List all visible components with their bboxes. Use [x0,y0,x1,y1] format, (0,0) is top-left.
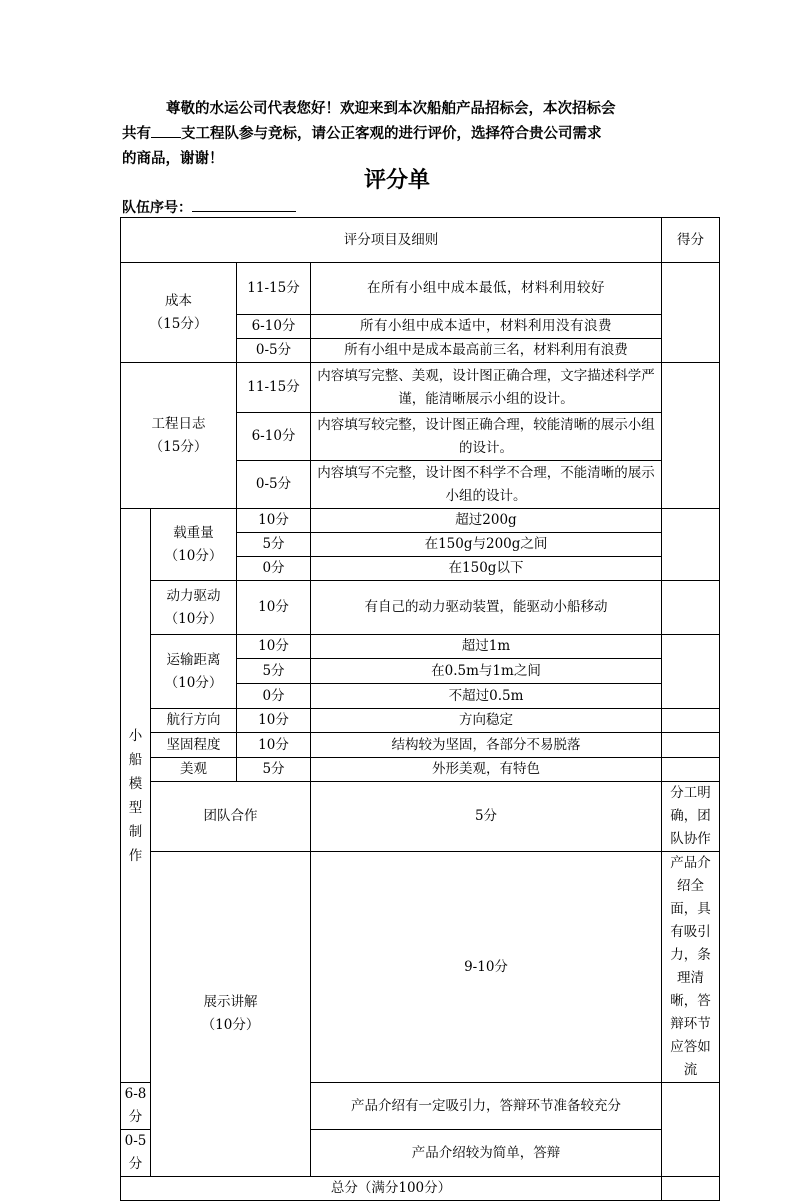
model-name: 小船模型制作 [128,727,143,864]
log-name: 工程日志 [151,415,206,432]
intro-text [122,96,682,171]
log-range-1: 11-15分 [237,363,311,413]
log-desc-1: 内容填写完整、美观，设计图正确合理，文字描述科学严谨，能清晰展示小组的设计。 [311,363,662,413]
log-range-2: 6-10分 [237,413,311,461]
page-title: 评分单 [363,168,430,193]
sturdy-name: 坚固程度 [151,733,237,758]
present-category [151,852,311,1177]
cost-range-3: 0-5分 [237,339,311,363]
load-score[interactable] [662,509,720,581]
intro-line-3: 的商品，谢谢！ [122,150,224,167]
load-range-3: 0分 [237,557,311,581]
load-points: （10分） [164,547,223,564]
direction-range: 10分 [237,709,311,733]
load-name: 载重量 [173,524,214,541]
load-desc-1: 超过200g [311,509,662,533]
log-score[interactable] [662,363,720,509]
intro-line-1: 尊敬的水运公司代表您好！欢迎来到本次船舶产品招标会，本次招标会 [166,100,616,117]
log-desc-3: 内容填写不完整，设计图不科学不合理，不能清晰的展示小组的设计。 [311,461,662,509]
cost-desc-2: 所有小组中成本适中，材料利用没有浪费 [311,315,662,339]
distance-points: （10分） [164,674,223,691]
team-desc: 分工明确，团队协作 [662,782,720,852]
cost-category [121,263,237,363]
log-desc-2: 内容填写较完整，设计图正确合理，较能清晰的展示小组的设计。 [311,413,662,461]
sturdy-desc: 结构较为坚固，各部分不易脱落 [311,733,662,758]
direction-name: 航行方向 [151,709,237,733]
looks-range: 5分 [237,758,311,782]
cost-score[interactable] [662,263,720,363]
cost-desc-3: 所有小组中是成本最高前三名，材料利用有浪费 [311,339,662,363]
power-range: 10分 [237,581,311,635]
sturdy-range: 10分 [237,733,311,758]
load-desc-2: 在150g与200g之间 [311,533,662,557]
load-range-1: 10分 [237,509,311,533]
intro-line-2-pre: 共有 [122,125,151,142]
present-points: （10分） [201,1017,260,1033]
distance-desc-3: 不超过0.5m [311,684,662,709]
distance-score[interactable] [662,635,720,709]
distance-range-2: 5分 [237,659,311,684]
cost-range-1: 11-15分 [237,263,311,315]
looks-desc: 外形美观，有特色 [311,758,662,782]
log-category [121,363,237,509]
score-table [120,217,720,1201]
sturdy-score[interactable] [662,733,720,758]
power-category [151,581,237,635]
present-desc-3: 产品介绍较为简单，答辩 [311,1130,662,1177]
log-range-3: 0-5分 [237,461,311,509]
cost-points: （15分） [149,315,208,332]
present-desc-1: 产品介绍全面，具有吸引力，条理清晰，答辩环节应答如流 [662,852,720,1083]
direction-score[interactable] [662,709,720,733]
power-desc: 有自己的动力驱动装置，能驱动小船移动 [311,581,662,635]
distance-name: 运输距离 [166,651,221,668]
load-category [151,509,237,581]
distance-desc-2: 在0.5m与1m之间 [311,659,662,684]
team-number-label: 队伍序号： [122,200,192,216]
present-range-2: 6-8分 [121,1083,151,1130]
distance-category [151,635,237,709]
present-desc-2: 产品介绍有一定吸引力，答辩环节准备较充分 [311,1083,662,1130]
distance-desc-1: 超过1m [311,635,662,659]
present-name: 展示讲解 [203,994,258,1010]
header-score: 得分 [662,218,720,263]
header-item: 评分项目及细则 [121,218,662,263]
present-range-3: 0-5分 [121,1130,151,1177]
total-label: 总分（满分100分） [121,1177,662,1201]
present-range-1: 9-10分 [311,852,662,1083]
cost-range-2: 6-10分 [237,315,311,339]
load-range-2: 5分 [237,533,311,557]
intro-line-2 [122,121,682,146]
team-number-blank[interactable] [192,197,296,212]
load-desc-3: 在150g以下 [311,557,662,581]
log-points: （15分） [149,438,208,455]
distance-range-1: 10分 [237,635,311,659]
power-score[interactable] [662,581,720,635]
total-score[interactable] [662,1177,720,1201]
direction-desc: 方向稳定 [311,709,662,733]
team-count-blank[interactable] [151,123,181,138]
power-points: （10分） [164,610,223,627]
cost-desc-1: 在所有小组中成本最低，材料利用较好 [311,263,662,315]
team-name: 团队合作 [151,782,311,852]
model-category [121,509,151,1083]
team-number-field [122,197,296,217]
power-name: 动力驱动 [166,587,221,604]
team-range: 5分 [311,782,662,852]
looks-score[interactable] [662,758,720,782]
intro-line-2-post: 支工程队参与竞标，请公正客观的进行评价，选择符合贵公司需求 [181,125,602,142]
looks-name: 美观 [151,758,237,782]
cost-name: 成本 [165,292,192,309]
distance-range-3: 0分 [237,684,311,709]
